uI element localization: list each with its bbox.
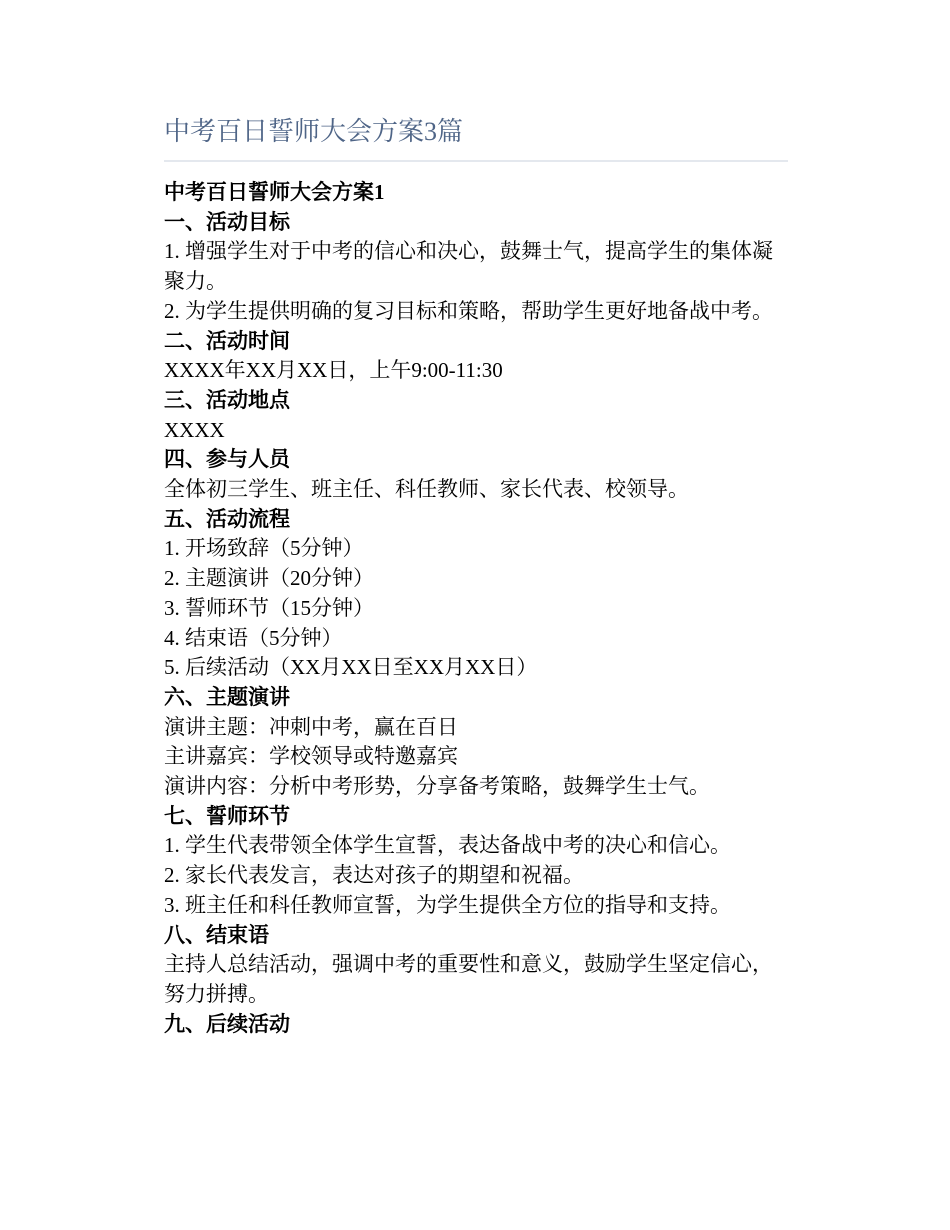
- paragraph: XXXX年XX月XX日，上午9:00-11:30: [164, 358, 503, 383]
- list-item: 1. 开场致辞（5分钟）: [164, 536, 364, 561]
- section-heading: 中考百日誓师大会方案1: [164, 180, 385, 204]
- list-item: 3. 誓师环节（15分钟）: [164, 595, 374, 620]
- paragraph: 演讲主题：冲刺中考，赢在百日: [164, 714, 458, 739]
- paragraph: 主讲嘉宾：学校领导或特邀嘉宾: [164, 744, 458, 769]
- paragraph: 演讲内容：分析中考形势，分享备考策略，鼓舞学生士气。: [164, 774, 710, 799]
- paragraph: 1. 增强学生对于中考的信心和决心，鼓舞士气，提高学生的集体凝聚力。: [164, 239, 773, 294]
- document-page: [164, 112, 788, 1039]
- list-item: 5. 后续活动（XX月XX日至XX月XX日）: [164, 655, 538, 680]
- section-heading: 七、誓师环节: [164, 803, 290, 828]
- paragraph: 2. 为学生提供明确的复习目标和策略，帮助学生更好地备战中考。: [164, 298, 773, 323]
- section-heading: 二、活动时间: [164, 328, 290, 353]
- document-title: 中考百日誓师大会方案3篇: [164, 112, 788, 162]
- section-heading: 四、参与人员: [164, 447, 290, 472]
- paragraph: 主持人总结活动，强调中考的重要性和意义，鼓励学生坚定信心，努力拼搏。: [164, 952, 773, 1006]
- list-item: 2. 主题演讲（20分钟）: [164, 566, 374, 591]
- document-body: [164, 178, 788, 1039]
- list-item: 2. 家长代表发言，表达对孩子的期望和祝福。: [164, 863, 584, 888]
- paragraph: XXXX: [164, 417, 225, 442]
- section-heading: 一、活动目标: [164, 209, 290, 234]
- list-item: 4. 结束语（5分钟）: [164, 625, 343, 650]
- list-item: 3. 班主任和科任教师宣誓，为学生提供全方位的指导和支持。: [164, 892, 731, 917]
- section-heading: 六、主题演讲: [164, 684, 290, 709]
- section-heading: 五、活动流程: [164, 506, 290, 531]
- list-item: 1. 学生代表带领全体学生宣誓，表达备战中考的决心和信心。: [164, 833, 731, 858]
- section-heading: 八、结束语: [164, 922, 269, 947]
- section-heading: 九、后续活动: [164, 1011, 290, 1036]
- paragraph: 全体初三学生、班主任、科任教师、家长代表、校领导。: [164, 477, 689, 502]
- section-heading: 三、活动地点: [164, 387, 290, 412]
